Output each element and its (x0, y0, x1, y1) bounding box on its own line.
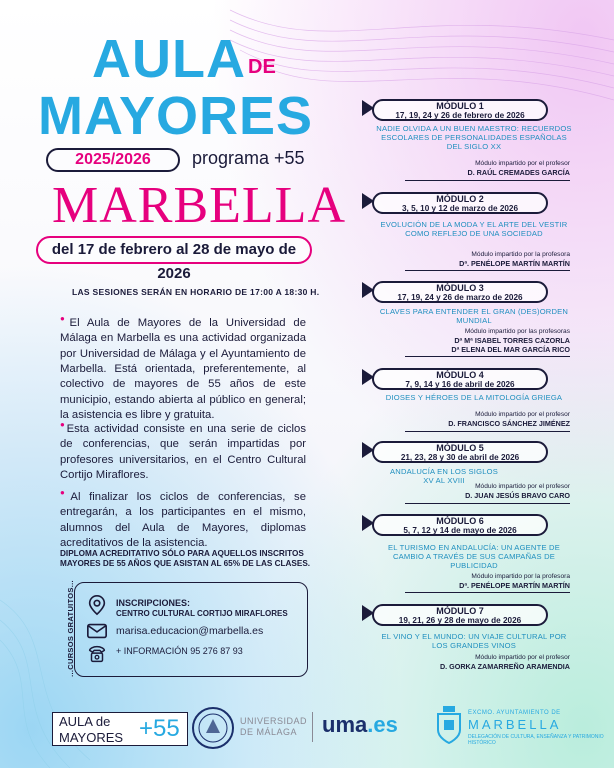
module-2-professor: Módulo impartido por la profesora Dª. PENÉLOPE MARTÍN MARTÍN (459, 251, 570, 268)
module-5-badge: MÓDULO 5 21, 23, 28 y 30 de abril de 2026 (372, 441, 548, 463)
title-de: DE (248, 56, 276, 78)
module-2-badge: MÓDULO 2 3, 5, 10 y 12 de marzo de 2026 (372, 192, 548, 214)
divider (312, 712, 313, 742)
divider (405, 356, 570, 357)
bullet-icon: ● (60, 314, 70, 323)
free-courses-label: ...CURSOS GRATUITOS... (65, 580, 75, 677)
phone-info[interactable]: + INFORMACIÓN 95 276 87 93 (116, 646, 243, 656)
city-title: MARBELLA (52, 177, 346, 234)
module-1-badge: MÓDULO 1 17, 19, 24 y 26 de febrero de 2026 (372, 99, 548, 121)
divider (405, 503, 570, 504)
module-4-badge: MÓDULO 4 7, 9, 14 y 16 de abril de 2026 (372, 368, 548, 390)
module-4-professor: Módulo impartido por el profesor D. FRANCISCO SÁNCHEZ JIMÉNEZ (448, 411, 570, 428)
dates-badge: del 17 de febrero al 28 de mayo de 2026 (36, 236, 312, 264)
module-7-title: EL VINO Y EL MUNDO: UN VIAJE CULTURAL POR LOS GRANDES VINOS (381, 632, 567, 650)
bullet-icon: ● (60, 488, 71, 497)
module-6-badge: MÓDULO 6 5, 7, 12 y 14 de mayo de 2026 (372, 514, 548, 536)
inscripciones-label: INSCRIPCIONES: (116, 598, 191, 608)
divider (405, 431, 570, 432)
aula-mayores-logo: AULA de MAYORES +55 (52, 712, 188, 746)
uma-es-logo: uma.es (322, 712, 398, 737)
module-1-title: NADIE OLVIDA A UN BUEN MAESTRO: RECUERDOS ESCOLARES DE PERSONALIDADES ESPAÑOLAS DEL SIGLO XX (376, 124, 572, 151)
module-1-professor: Módulo impartido por el profesor D. RAÚL CREMADES GARCÍA (467, 160, 570, 177)
inscripciones-place: CENTRO CULTURAL CORTIJO MIRAFLORES (116, 609, 288, 618)
city-council-shield-icon (436, 706, 462, 744)
module-3-badge: MÓDULO 3 17, 19, 24 y 26 de marzo de 2026 (372, 281, 548, 303)
module-3-professor: Módulo impartido por las profesoras Dª Mª ISABEL TORRES CAZORLA Dª ELENA DEL MAR GARCÍA RICO (451, 328, 570, 354)
module-6-professor: Módulo impartido por la profesora Dª. PENÉLOPE MARTÍN MARTÍN (459, 573, 570, 590)
divider (405, 592, 570, 593)
email-link[interactable]: marisa.educacion@marbella.es (116, 625, 264, 637)
year-badge: 2025/2026 (46, 148, 180, 172)
module-7-badge: MÓDULO 7 19, 21, 26 y 28 de mayo de 2026 (372, 604, 548, 626)
module-2-title: EVOLUCIÓN DE LA MODA Y EL ARTE DEL VESTIR COMO REFLEJO DE UNA SOCIEDAD (380, 220, 568, 238)
divider (405, 270, 570, 271)
intro-paragraph: ●El Aula de Mayores de la Universidad de Málaga en Marbella es una actividad organizada por Universidad de Málaga y el Ayuntamiento de Marbella. Está orientada, preferentemente, al colectivo de mayores de 55 años de este municipio, estando abierta al público en general; la asistencia es libre y gratuita. (60, 314, 306, 422)
title-mayores: MAYORES (38, 86, 314, 146)
diploma-note: DIPLOMA ACREDITATIVO SÓLO PARA AQUELLOS INSCRITOS MAYORES DE 55 AÑOS QUE ASISTAN AL 65% DE LAS CLASES. (60, 549, 311, 568)
schedule-note: LAS SESIONES SERÁN EN HORARIO DE 17:00 A 18:30 H. (72, 287, 320, 297)
divider (405, 180, 570, 181)
phone-icon (86, 643, 108, 665)
location-pin-icon (86, 594, 108, 616)
module-6-title: EL TURISMO EN ANDALUCÍA: UN AGENTE DE CAMBIO A TRAVÉS DE SUS CAMPAÑAS DE PUBLICIDAD (388, 543, 560, 570)
bullet-icon: ● (60, 420, 67, 429)
module-5-title: ANDALUCÍA EN LOS SIGLOS XV AL XVIII (390, 467, 498, 485)
diploma-paragraph: ●Al finalizar los ciclos de conferencias, se entregarán, a los participantes en el mismo, alumnos del Aula de Mayores, diplomas acreditativos de la asistencia. (60, 488, 306, 549)
university-name: UNIVERSIDAD DE MÁLAGA (240, 716, 308, 737)
mail-icon (86, 620, 108, 642)
module-4-title: DIOSES Y HÉROES DE LA MITOLOGÍA GRIEGA (385, 393, 563, 402)
city-council-logo: EXCMO. AYUNTAMIENTO DE MARBELLA DELEGACIÓN DE CULTURA, ENSEÑANZA Y PATRIMONIO HISTÓRICO (468, 710, 604, 746)
activity-paragraph: ●Esta actividad consiste en una serie de ciclos de conferencias, que serán impartidas por profesores universitarios, en el Centro Cultural Cortijo Miraflores. (60, 420, 306, 481)
module-7-professor: Módulo impartido por el profesor D. GORKA ZAMARREÑO ARAMENDIA (439, 654, 570, 671)
module-3-title: CLAVES PARA ENTENDER EL GRAN (DES)ORDEN MUNDIAL (379, 307, 569, 325)
module-5-professor: Módulo impartido por el profesor D. JUAN JESÚS BRAVO CARO (465, 483, 570, 500)
programa-label: programa +55 (192, 148, 305, 168)
title-aula: AULA (92, 29, 246, 89)
university-seal-icon (191, 706, 235, 750)
